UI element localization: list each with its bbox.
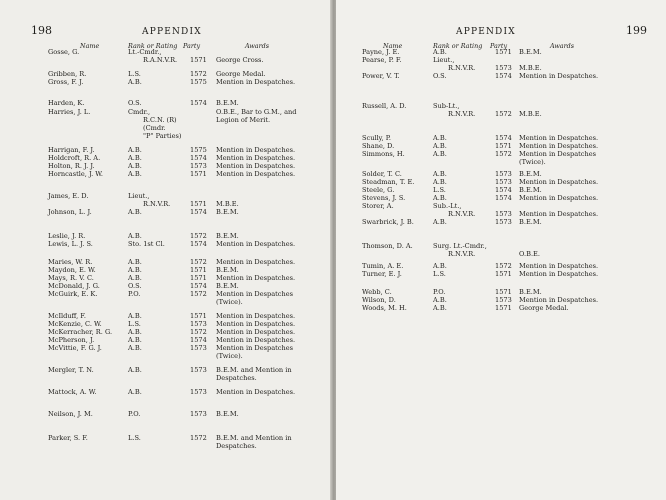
row-party: 1572 (190, 290, 207, 298)
row-rank: O.S. (128, 282, 142, 290)
row-award: Mention in Despatches. (519, 296, 599, 304)
row-name: Storer, A. (362, 202, 394, 210)
row-rank: A.B. (128, 154, 142, 162)
row-award: B.E.M. (519, 48, 542, 56)
row-party: 1574 (190, 154, 207, 162)
row-rank: R.N.V.R. (143, 200, 171, 208)
page-number: 199 (626, 24, 647, 37)
row-party: 1571 (190, 274, 207, 282)
row-party: 1572 (495, 262, 512, 270)
running-header: APPENDIX (142, 27, 202, 37)
row-name: Scully, P. (362, 134, 391, 142)
column-header-party: Party (183, 42, 201, 50)
row-party: 1572 (495, 110, 512, 118)
column-header-party: Party (490, 42, 508, 50)
row-rank: A.B. (433, 304, 447, 312)
row-party: 1571 (495, 304, 512, 312)
row-rank: Cmdr., (128, 108, 151, 116)
row-rank: Sub-Lt., (433, 102, 460, 110)
row-award: B.E.M. and Mention in (216, 366, 292, 374)
row-award: Mention in Despatches. (519, 194, 599, 202)
row-name: Thomson, D. A. (362, 242, 413, 250)
row-award: Mention in Despatches (519, 150, 597, 158)
row-party: 1571 (190, 56, 207, 64)
row-award: Mention in Despatches. (216, 388, 296, 396)
row-award: Mention in Despatches. (216, 336, 296, 344)
row-rank: A.B. (433, 134, 447, 142)
column-header-rank: Rank or Rating (128, 42, 178, 50)
row-award: Mention in Despatches. (216, 274, 296, 282)
row-name: Harden, K. (48, 99, 85, 107)
row-award: B.E.M. and Mention in (216, 434, 292, 442)
row-award: Mention in Despatches. (216, 240, 296, 248)
row-rank: A.B. (433, 142, 447, 150)
row-party: 1573 (495, 218, 512, 226)
row-name: Mays, R. V. C. (48, 274, 94, 282)
row-party: 1573 (190, 388, 207, 396)
row-party: 1571 (495, 288, 512, 296)
row-party: 1573 (190, 410, 207, 418)
row-name: Leslie, J. R. (48, 232, 86, 240)
row-party: 1572 (190, 434, 207, 442)
row-rank: R.N.V.R. (448, 250, 476, 258)
row-award: Mention in Despatches (216, 344, 294, 352)
row-award: Mention in Despatches. (216, 312, 296, 320)
row-name: Mattock, A. W. (48, 388, 97, 396)
row-party: 1574 (495, 186, 512, 194)
row-rank: L.S. (128, 70, 141, 78)
row-rank: A.B. (128, 208, 142, 216)
row-rank: A.B. (128, 170, 142, 178)
row-party: 1572 (190, 258, 207, 266)
row-award: M.B.E. (519, 64, 542, 72)
row-award: B.E.M. (216, 266, 239, 274)
row-award: George Cross. (216, 56, 264, 64)
row-rank: A.B. (433, 48, 447, 56)
row-name: Harries, J. L. (48, 108, 91, 116)
row-party: 1571 (495, 270, 512, 278)
row-name: Maydon, E. W. (48, 266, 96, 274)
row-name: Simmons, H. (362, 150, 405, 158)
row-award: Mention in Despatches. (519, 262, 599, 270)
row-award: B.E.M. (519, 170, 542, 178)
row-award: O.B.E. (519, 250, 540, 258)
row-name: Russell, A. D. (362, 102, 407, 110)
row-party: 1573 (495, 178, 512, 186)
page-number: 198 (31, 24, 52, 37)
running-header: APPENDIX (456, 27, 516, 37)
row-party: 1573 (190, 320, 207, 328)
row-award: Mention in Despatches. (216, 146, 296, 154)
row-rank: R.C.N. (R) (143, 116, 177, 124)
row-award: Despatches. (216, 442, 257, 450)
row-party: 1574 (190, 208, 207, 216)
row-award: Mention in Despatches. (519, 134, 599, 142)
row-award: (Twice). (216, 298, 243, 306)
row-rank: A.B. (128, 258, 142, 266)
row-name: Harrigan, F. J. (48, 146, 95, 154)
row-name: Stevens, J. S. (362, 194, 406, 202)
right-page (336, 0, 666, 500)
row-award: Mention in Despatches. (519, 270, 599, 278)
row-party: 1572 (190, 328, 207, 336)
row-name: McVittie, F. G. J. (48, 344, 102, 352)
row-party: 1574 (495, 194, 512, 202)
row-rank: A.B. (433, 218, 447, 226)
row-name: Mergler, T. N. (48, 366, 94, 374)
row-award: Mention in Despatches. (216, 78, 296, 86)
row-rank: Lieut., (433, 56, 455, 64)
row-award: Mention in Despatches. (216, 154, 296, 162)
row-party: 1574 (495, 72, 512, 80)
row-rank: A.B. (128, 78, 142, 86)
row-name: Johnson, L. J. (48, 208, 92, 216)
row-name: McKerracher, R. G. (48, 328, 113, 336)
row-rank: L.S. (128, 320, 141, 328)
row-party: 1571 (495, 142, 512, 150)
row-award: B.E.M. (216, 208, 239, 216)
row-name: McIlduff, F. (48, 312, 86, 320)
row-name: Turner, E. J. (362, 270, 402, 278)
row-party: 1573 (495, 210, 512, 218)
row-rank: P.O. (128, 410, 141, 418)
row-name: Gross, F. J. (48, 78, 84, 86)
row-name: Power, V. T. (362, 72, 400, 80)
row-rank: Lieut., (128, 192, 150, 200)
row-name: Webb, C. (362, 288, 392, 296)
row-rank: P.O. (128, 290, 141, 298)
row-party: 1571 (190, 200, 207, 208)
row-rank: L.S. (433, 270, 446, 278)
column-header-name: Name (383, 42, 403, 50)
row-award: Mention in Despatches. (216, 258, 296, 266)
row-rank: A.B. (433, 170, 447, 178)
row-rank: A.B. (128, 232, 142, 240)
row-party: 1575 (190, 146, 207, 154)
row-name: Tumin, A. E. (362, 262, 404, 270)
row-award: Mention in Despatches. (519, 210, 599, 218)
row-rank: Sto. 1st Cl. (128, 240, 165, 248)
row-rank: Surg. Lt.-Cmdr., (433, 242, 487, 250)
row-rank: A.B. (433, 194, 447, 202)
row-rank: A.B. (128, 328, 142, 336)
row-party: 1571 (495, 48, 512, 56)
column-header-name: Name (80, 42, 100, 50)
row-rank: Sub.-Lt., (433, 202, 462, 210)
row-name: McGuirk, E. K. (48, 290, 98, 298)
row-name: McKenzie, C. W. (48, 320, 102, 328)
row-name: Swarbrick, J. B. (362, 218, 414, 226)
row-rank: L.S. (128, 434, 141, 442)
row-award: B.E.M. (216, 99, 239, 107)
row-party: 1574 (190, 336, 207, 344)
row-award: Mention in Despatches. (216, 320, 296, 328)
row-award: (Twice). (216, 352, 243, 360)
row-award: Mention in Despatches. (216, 170, 296, 178)
row-award: George Medal. (519, 304, 569, 312)
column-header-awards: Awards (550, 42, 575, 50)
row-rank: A.B. (433, 150, 447, 158)
row-party: 1573 (190, 162, 207, 170)
row-award: Legion of Merit. (216, 116, 271, 124)
row-name: Shane, D. (362, 142, 395, 150)
row-rank: A.B. (433, 296, 447, 304)
row-name: James, E. D. (48, 192, 89, 200)
row-rank: "P" Parties) (143, 132, 182, 140)
row-rank: A.B. (128, 162, 142, 170)
row-rank: R.N.V.R. (448, 210, 476, 218)
row-rank: A.B. (433, 262, 447, 270)
row-name: Horncastle, J. W. (48, 170, 104, 178)
row-award: Mention in Despatches (216, 290, 294, 298)
row-name: Gribben, R. (48, 70, 87, 78)
row-name: Maries, W. R. (48, 258, 93, 266)
row-rank: R.N.V.R. (448, 64, 476, 72)
row-award: B.E.M. (519, 218, 542, 226)
row-rank: A.B. (128, 366, 142, 374)
row-name: McDonald, J. G. (48, 282, 100, 290)
row-party: 1571 (190, 312, 207, 320)
row-name: Parker, S. F. (48, 434, 88, 442)
row-name: Holton, R. J. J. (48, 162, 95, 170)
row-rank: A.B. (128, 146, 142, 154)
row-rank: A.B. (128, 344, 142, 352)
row-name: Steele, G. (362, 186, 395, 194)
row-award: B.E.M. (216, 410, 239, 418)
row-rank: (Cmdr. (143, 124, 166, 132)
row-award: B.E.M. (519, 288, 542, 296)
row-party: 1574 (190, 240, 207, 248)
row-party: 1573 (190, 366, 207, 374)
row-name: Lewis, L. J. S. (48, 240, 93, 248)
row-name: McPherson, J. (48, 336, 95, 344)
row-rank: L.S. (433, 186, 446, 194)
row-rank: A.B. (433, 178, 447, 186)
row-name: Gosse, G. (48, 48, 80, 56)
row-party: 1573 (495, 296, 512, 304)
row-name: Steadman, T. E. (362, 178, 415, 186)
row-award: George Medal. (216, 70, 266, 78)
row-award: M.B.E. (519, 110, 542, 118)
row-award: Mention in Despatches. (519, 178, 599, 186)
row-rank: O.S. (128, 99, 142, 107)
row-award: B.E.M. (216, 232, 239, 240)
row-rank: R.N.V.R. (448, 110, 476, 118)
row-award: M.B.E. (216, 200, 239, 208)
row-award: O.B.E., Bar to G.M., and (216, 108, 297, 116)
row-name: Neilson, J. M. (48, 410, 93, 418)
row-party: 1571 (190, 170, 207, 178)
row-name: Holdcroft, R. A. (48, 154, 101, 162)
row-name: Wilson, D. (362, 296, 396, 304)
row-party: 1575 (190, 78, 207, 86)
row-rank: A.B. (128, 266, 142, 274)
row-party: 1571 (190, 266, 207, 274)
row-party: 1573 (495, 64, 512, 72)
row-party: 1572 (190, 70, 207, 78)
row-rank: A.B. (128, 274, 142, 282)
row-rank: R.A.N.V.R. (143, 56, 178, 64)
row-award: (Twice). (519, 158, 546, 166)
row-award: B.E.M. (216, 282, 239, 290)
row-name: Pearse, P. F. (362, 56, 402, 64)
row-name: Solder, T. C. (362, 170, 402, 178)
row-party: 1573 (495, 170, 512, 178)
row-rank: O.S. (433, 72, 447, 80)
row-party: 1574 (190, 99, 207, 107)
row-party: 1573 (190, 344, 207, 352)
row-party: 1574 (190, 282, 207, 290)
row-award: Mention in Despatches. (519, 142, 599, 150)
row-name: Payne, J. E. (362, 48, 400, 56)
row-rank: A.B. (128, 388, 142, 396)
row-award: Mention in Despatches. (216, 162, 296, 170)
row-award: Mention in Despatches. (216, 328, 296, 336)
row-award: B.E.M. (519, 186, 542, 194)
column-header-awards: Awards (245, 42, 270, 50)
row-rank: Lt.-Cmdr., (128, 48, 162, 56)
row-rank: A.B. (128, 312, 142, 320)
row-name: Woods, M. H. (362, 304, 407, 312)
row-party: 1572 (495, 150, 512, 158)
row-award: Mention in Despatches. (519, 72, 599, 80)
row-award: Despatches. (216, 374, 257, 382)
row-rank: P.O. (433, 288, 446, 296)
row-rank: A.B. (128, 336, 142, 344)
row-party: 1574 (495, 134, 512, 142)
row-party: 1572 (190, 232, 207, 240)
column-header-rank: Rank or Rating (433, 42, 483, 50)
